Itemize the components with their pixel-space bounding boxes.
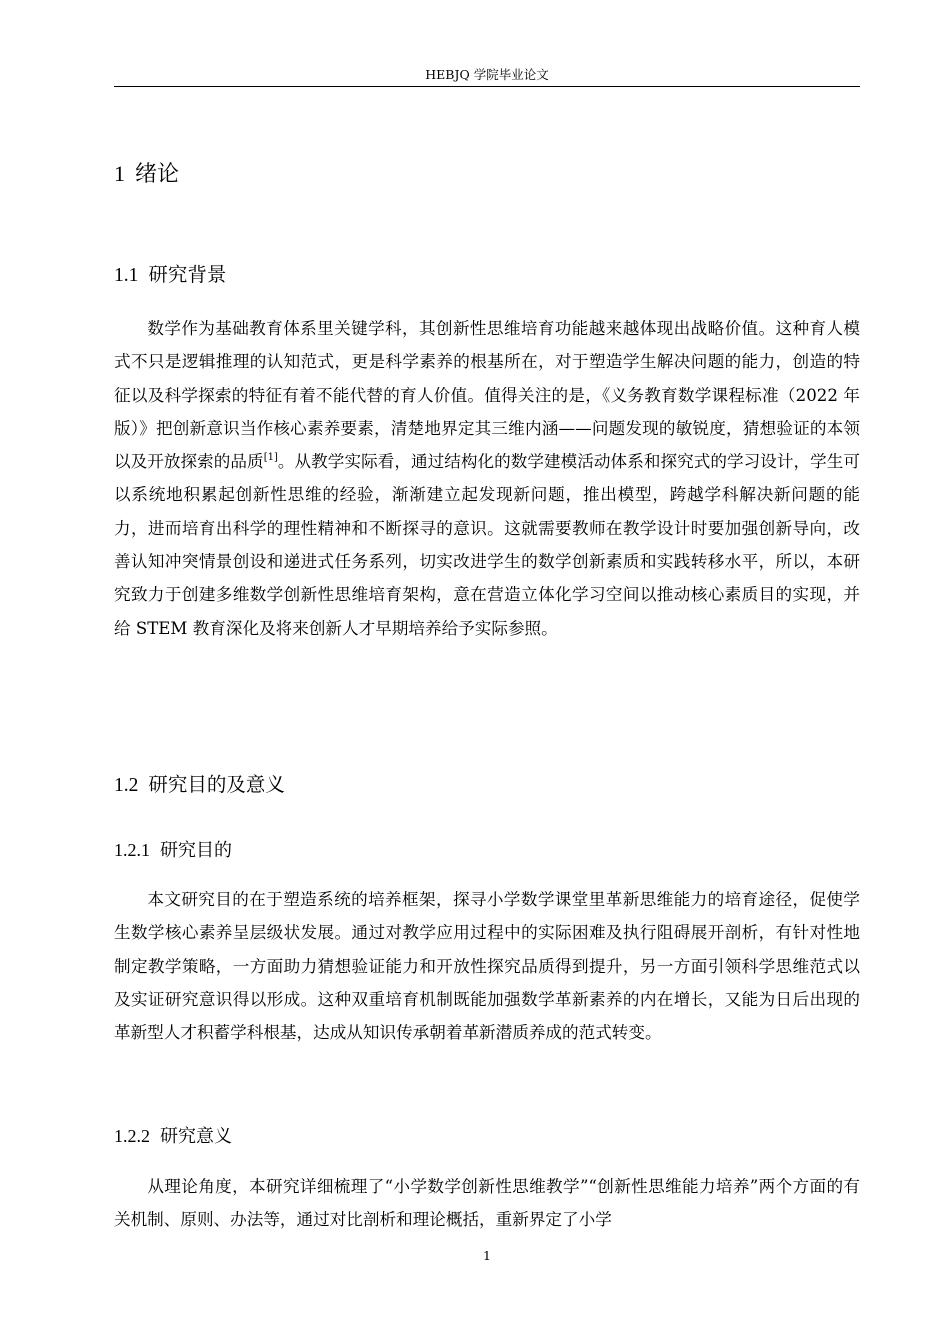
paragraph-text: 本文研究目的在于塑造系统的培养框架，探寻小学数学课堂里革新思维能力的培育途径，促使学生数学核心素养呈层级状发展。通过对教学应用过程中的实际困难及执行阻碍展开剖析，有针对性地制定教学策略，一方面助力猜想验证能力和开放性探究品质得到提升，另一方面引领科学思维范式以及实证研究意识得以形成。这种双重培育机制既能加强数学革新素养的内在增长，又能为日后出现的革新型人才积蓄学科根基，达成从知识传承朝着革新潜质养成的范式转变。 bbox=[114, 890, 860, 1043]
paragraph-text: 数学作为基础教育体系里关键学科，其创新性思维培育功能越来越体现出战略价值。这种育人模式不只是逻辑推理的认知范式，更是科学素养的根基所在，对于塑造学生解决问题的能力，创造的特征以及科学探索的特征有着不能代替的育人价值。值得关注的是，《义务教育数学课程标准（2022 年版）》把创新意识当作核心素养要素，清楚地界定其三维内涵——问题发现的敏锐度，猜想验证的本领以及开放探索的品质 bbox=[114, 319, 860, 472]
section-title: 研究目的及意义 bbox=[148, 773, 285, 796]
subsection-title: 研究意义 bbox=[160, 1126, 232, 1147]
header-rule bbox=[114, 86, 860, 87]
running-header: HEBJQ 学院毕业论文 bbox=[425, 67, 549, 82]
paragraph-text: 从理论角度，本研究详细梳理了“小学数学创新性思维教学”“创新性思维能力培养”两个方面的有关机制、原则、办法等，通过对比剖析和理论概括，重新界定了小学 bbox=[114, 1177, 860, 1230]
section-heading-1-2 bbox=[114, 771, 285, 800]
page-number: 1 bbox=[483, 1248, 491, 1263]
citation-marker: [1] bbox=[263, 452, 278, 464]
section-title: 研究背景 bbox=[148, 263, 227, 286]
chapter-title: 绪论 bbox=[135, 162, 180, 187]
subsection-heading-1-2-1 bbox=[114, 837, 232, 864]
paragraph-significance bbox=[114, 1170, 860, 1237]
chapter-number: 1 bbox=[114, 161, 125, 186]
section-number: 1.2 bbox=[114, 775, 139, 796]
subsection-title: 研究目的 bbox=[160, 840, 232, 861]
paragraph-text: 。从教学实际看，通过结构化的数学建模活动体系和探究式的学习设计，学生可以系统地积累起创新性思维的经验，渐渐建立起发现新问题，推出模型，跨越学科解决新问题的能力，进而培育出科学的理性精神和不断探寻的意识。这就需要教师在教学设计时要加强创新导向，改善认知冲突情景创设和递进式任务系列，切实改进学生的数学创新素质和实践转移水平，所以，本研究致力于创建多维数学创新性思维培育架构，意在营造立体化学习空间以推动核心素质目的实现，并给 STEM 教育深化及将来创新人才早期培养给予实际参照。 bbox=[114, 452, 861, 638]
subsection-heading-1-2-2 bbox=[114, 1123, 232, 1150]
section-heading-1-1 bbox=[114, 261, 226, 290]
subsection-number: 1.2.2 bbox=[114, 1126, 150, 1146]
section-number: 1.1 bbox=[114, 265, 139, 286]
chapter-heading bbox=[114, 158, 179, 191]
subsection-number: 1.2.1 bbox=[114, 840, 150, 860]
paragraph-background bbox=[114, 312, 860, 645]
paragraph-purpose bbox=[114, 883, 860, 1049]
